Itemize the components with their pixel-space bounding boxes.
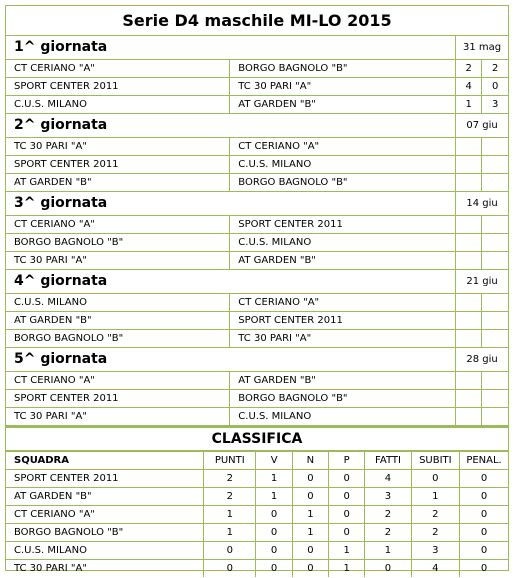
page-title: Serie D4 maschile MI-LO 2015 [6, 6, 508, 36]
home-team: TC 30 PARI "A" [6, 408, 230, 426]
home-score [456, 294, 482, 312]
away-team: BORGO BAGNOLO "B" [230, 174, 456, 192]
match-row [6, 60, 508, 78]
away-score [482, 138, 508, 156]
away-team: CT CERIANO "A" [230, 138, 456, 156]
team-name: BORGO BAGNOLO "B" [6, 524, 204, 542]
away-score [482, 216, 508, 234]
punti: 2 [204, 488, 256, 506]
home-team: CT CERIANO "A" [6, 216, 230, 234]
away-team: CT CERIANO "A" [230, 294, 456, 312]
round-header [6, 348, 508, 372]
match-row [6, 234, 508, 252]
rounds-table [6, 36, 508, 426]
subiti: 4 [411, 560, 459, 578]
home-score [456, 330, 482, 348]
round-title: 4^ giornata [6, 270, 456, 294]
round-date: 14 giu [456, 192, 508, 216]
penal: 0 [460, 560, 508, 578]
match-row [6, 216, 508, 234]
penal: 0 [460, 524, 508, 542]
perse: 0 [329, 488, 365, 506]
away-score: 0 [482, 78, 508, 96]
away-score [482, 174, 508, 192]
match-row [6, 372, 508, 390]
subiti: 2 [411, 524, 459, 542]
away-score [482, 372, 508, 390]
team-name: CT CERIANO "A" [6, 506, 204, 524]
header-penal: PENAL. [460, 452, 508, 470]
home-score [456, 372, 482, 390]
home-score: 1 [456, 96, 482, 114]
nulle: 1 [292, 506, 328, 524]
standings-row [6, 542, 508, 560]
nulle: 0 [292, 470, 328, 488]
home-team: C.U.S. MILANO [6, 294, 230, 312]
team-name: SPORT CENTER 2011 [6, 470, 204, 488]
match-row [6, 78, 508, 96]
penal: 0 [460, 470, 508, 488]
round-header [6, 192, 508, 216]
round-date: 07 giu [456, 114, 508, 138]
away-team: AT GARDEN "B" [230, 252, 456, 270]
away-score [482, 234, 508, 252]
home-team: BORGO BAGNOLO "B" [6, 234, 230, 252]
perse: 0 [329, 506, 365, 524]
match-row [6, 390, 508, 408]
match-row [6, 156, 508, 174]
match-row [6, 408, 508, 426]
away-team: TC 30 PARI "A" [230, 78, 456, 96]
away-team: BORGO BAGNOLO "B" [230, 390, 456, 408]
home-team: TC 30 PARI "A" [6, 138, 230, 156]
vinte: 1 [256, 488, 292, 506]
match-row [6, 138, 508, 156]
subiti: 0 [411, 470, 459, 488]
team-name: AT GARDEN "B" [6, 488, 204, 506]
vinte: 0 [256, 524, 292, 542]
round-title: 3^ giornata [6, 192, 456, 216]
round-title: 2^ giornata [6, 114, 456, 138]
match-row [6, 174, 508, 192]
away-team: C.U.S. MILANO [230, 234, 456, 252]
home-team: TC 30 PARI "A" [6, 252, 230, 270]
home-team: SPORT CENTER 2011 [6, 156, 230, 174]
away-score [482, 294, 508, 312]
home-score [456, 156, 482, 174]
match-row [6, 330, 508, 348]
fatti: 2 [365, 506, 411, 524]
home-team: SPORT CENTER 2011 [6, 390, 230, 408]
match-row [6, 252, 508, 270]
round-title: 1^ giornata [6, 36, 456, 60]
punti: 0 [204, 542, 256, 560]
punti: 2 [204, 470, 256, 488]
fatti: 0 [365, 560, 411, 578]
away-score [482, 156, 508, 174]
vinte: 0 [256, 542, 292, 560]
home-team: AT GARDEN "B" [6, 312, 230, 330]
standings-row [6, 488, 508, 506]
round-title: 5^ giornata [6, 348, 456, 372]
standings-header-row [6, 452, 508, 470]
standings-row [6, 560, 508, 578]
fatti: 4 [365, 470, 411, 488]
home-score [456, 408, 482, 426]
penal: 0 [460, 506, 508, 524]
home-score: 4 [456, 78, 482, 96]
away-score [482, 312, 508, 330]
away-score [482, 252, 508, 270]
away-team: C.U.S. MILANO [230, 156, 456, 174]
home-team: BORGO BAGNOLO "B" [6, 330, 230, 348]
home-score [456, 390, 482, 408]
away-score: 3 [482, 96, 508, 114]
subiti: 2 [411, 506, 459, 524]
nulle: 0 [292, 488, 328, 506]
perse: 1 [329, 542, 365, 560]
home-score [456, 312, 482, 330]
home-score [456, 252, 482, 270]
home-score: 2 [456, 60, 482, 78]
away-team: C.U.S. MILANO [230, 408, 456, 426]
away-team: SPORT CENTER 2011 [230, 312, 456, 330]
punti: 1 [204, 506, 256, 524]
match-row [6, 312, 508, 330]
nulle: 0 [292, 560, 328, 578]
home-team: CT CERIANO "A" [6, 60, 230, 78]
away-score [482, 390, 508, 408]
home-team: SPORT CENTER 2011 [6, 78, 230, 96]
header-p: P [329, 452, 365, 470]
nulle: 0 [292, 542, 328, 560]
round-header [6, 114, 508, 138]
away-team: SPORT CENTER 2011 [230, 216, 456, 234]
subiti: 1 [411, 488, 459, 506]
home-team: C.U.S. MILANO [6, 96, 230, 114]
away-team: AT GARDEN "B" [230, 96, 456, 114]
fatti: 1 [365, 542, 411, 560]
header-fatti: FATTI [365, 452, 411, 470]
away-team: TC 30 PARI "A" [230, 330, 456, 348]
round-date: 28 giu [456, 348, 508, 372]
match-row [6, 96, 508, 114]
header-v: V [256, 452, 292, 470]
away-score: 2 [482, 60, 508, 78]
perse: 0 [329, 524, 365, 542]
away-score [482, 330, 508, 348]
home-score [456, 138, 482, 156]
team-name: C.U.S. MILANO [6, 542, 204, 560]
home-team: CT CERIANO "A" [6, 372, 230, 390]
subiti: 3 [411, 542, 459, 560]
fatti: 2 [365, 524, 411, 542]
punti: 0 [204, 560, 256, 578]
away-team: AT GARDEN "B" [230, 372, 456, 390]
penal: 0 [460, 488, 508, 506]
classifica-title: CLASSIFICA [6, 426, 508, 451]
standings-row [6, 470, 508, 488]
header-subiti: SUBITI [411, 452, 459, 470]
standings-row [6, 524, 508, 542]
nulle: 1 [292, 524, 328, 542]
penal: 0 [460, 542, 508, 560]
vinte: 0 [256, 506, 292, 524]
round-date: 31 mag [456, 36, 508, 60]
header-squadra: SQUADRA [6, 452, 204, 470]
header-punti: PUNTI [204, 452, 256, 470]
round-date: 21 giu [456, 270, 508, 294]
vinte: 1 [256, 470, 292, 488]
standings-row [6, 506, 508, 524]
perse: 0 [329, 470, 365, 488]
away-score [482, 408, 508, 426]
header-n: N [292, 452, 328, 470]
round-header [6, 270, 508, 294]
home-score [456, 216, 482, 234]
standings-table [6, 451, 508, 577]
home-team: AT GARDEN "B" [6, 174, 230, 192]
vinte: 0 [256, 560, 292, 578]
match-row [6, 294, 508, 312]
home-score [456, 174, 482, 192]
schedule-panel [5, 5, 509, 574]
away-team: BORGO BAGNOLO "B" [230, 60, 456, 78]
fatti: 3 [365, 488, 411, 506]
team-name: TC 30 PARI "A" [6, 560, 204, 578]
punti: 1 [204, 524, 256, 542]
home-score [456, 234, 482, 252]
round-header [6, 36, 508, 60]
perse: 1 [329, 560, 365, 578]
